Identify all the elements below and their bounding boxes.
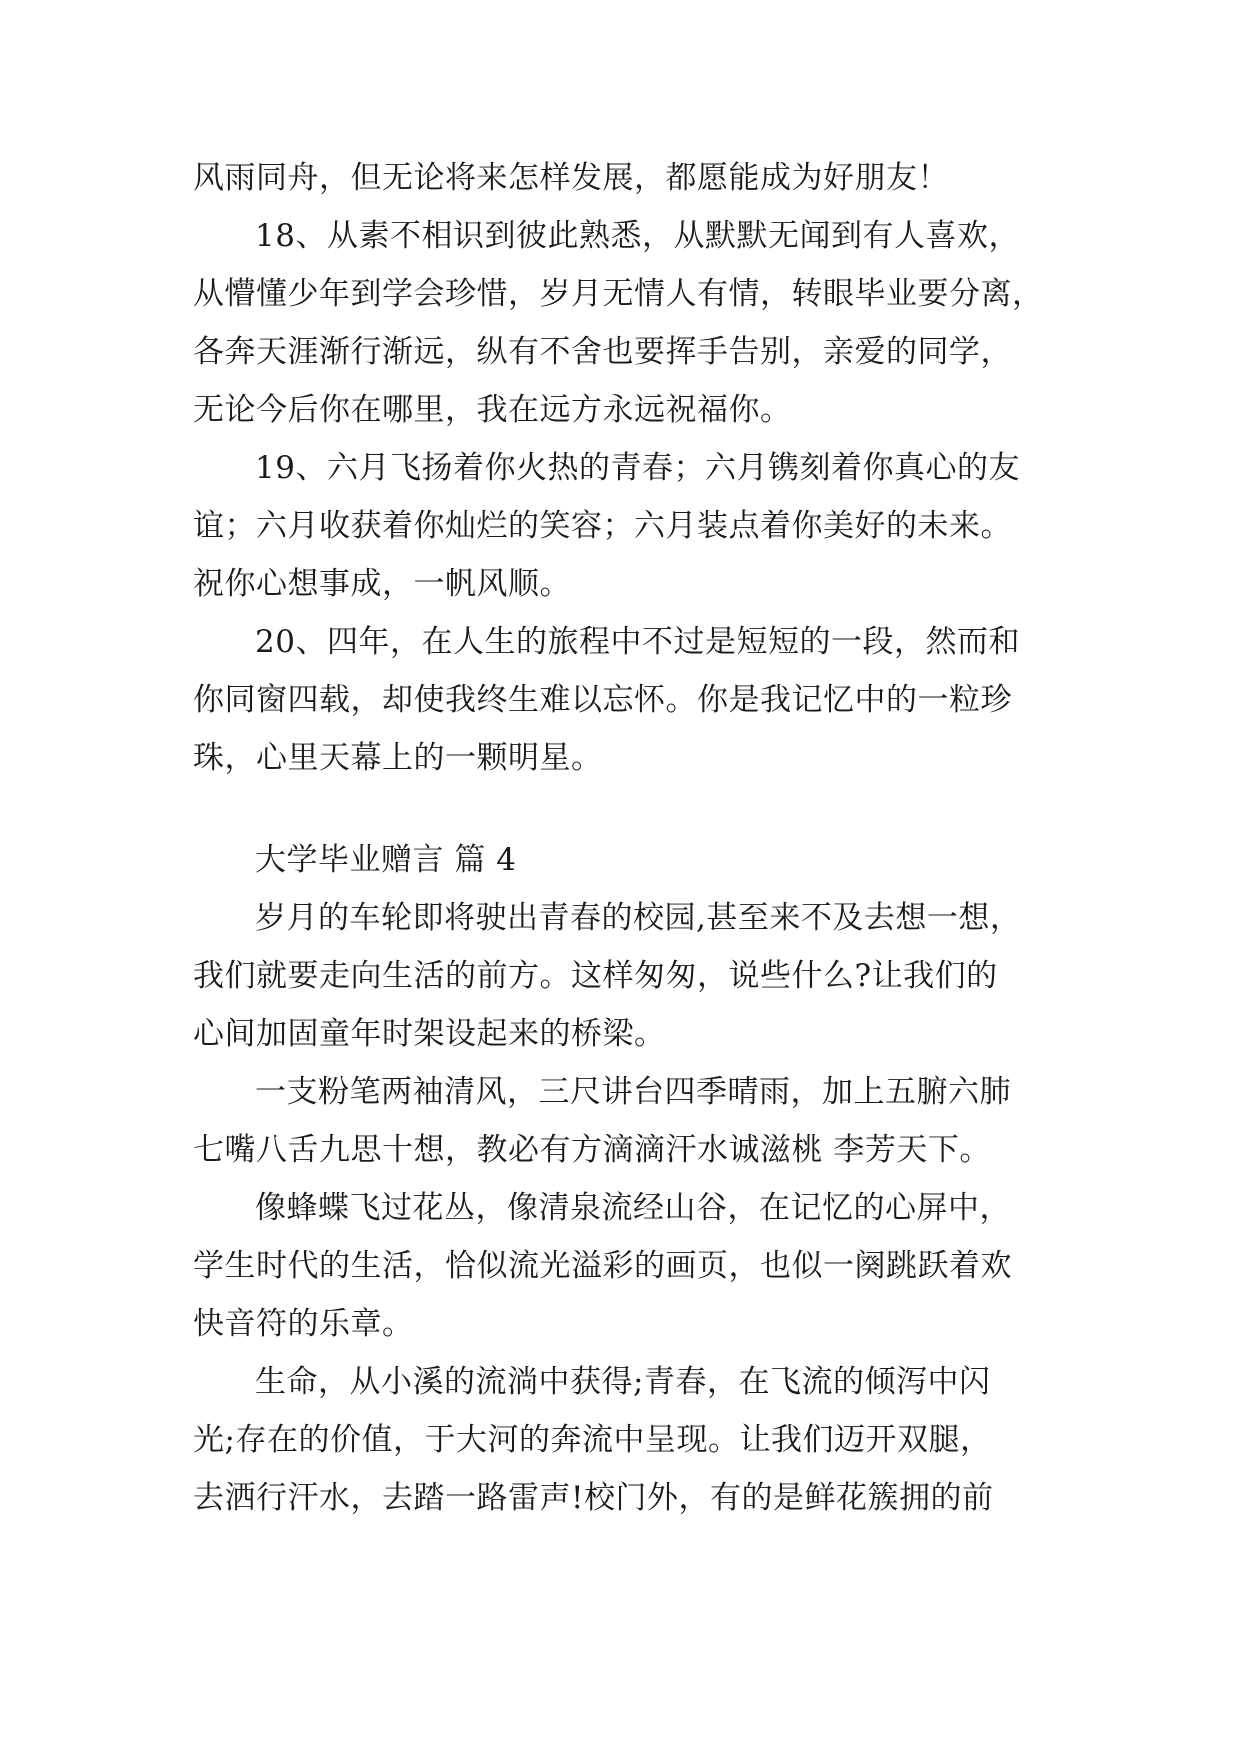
text-line: 一支粉笔两袖清风，三尺讲台四季晴雨，加上五腑六肺: [255, 1074, 1011, 1110]
text-line: 岁月的车轮即将驶出青春的校园,甚至来不及去想一想，: [255, 900, 1022, 936]
text-line: 谊；六月收获着你灿烂的笑容；六月装点着你美好的未来。: [193, 508, 1012, 544]
text-line: 珠，心里天幕上的一颗明星。: [193, 740, 603, 776]
text-line: 光;存在的价值，于大河的奔流中呈现。让我们迈开双腿，: [193, 1422, 992, 1458]
text-line: 学生时代的生活，恰似流光溢彩的画页，也似一阕跳跃着欢: [193, 1248, 1012, 1284]
text-line: 去洒行汗水，去踏一路雷声!校门外，有的是鲜花簇拥的前: [193, 1480, 994, 1516]
text-line: 我们就要走向生活的前方。这样匆匆，说些什么?让我们的: [193, 958, 998, 994]
text-line: 18、从素不相识到彼此熟悉，从默默无闻到有人喜欢，: [255, 218, 1020, 254]
text-line: 20、四年，在人生的旅程中不过是短短的一段，然而和: [255, 624, 1020, 660]
text-line: 各奔天涯渐行渐远，纵有不舍也要挥手告别，亲爱的同学，: [193, 334, 1012, 370]
text-line: 七嘴八舌九思十想，教必有方滴滴汗水诚滋桃 李芳天下。: [193, 1132, 991, 1168]
text-line: 心间加固童年时架设起来的桥梁。: [193, 1016, 666, 1052]
text-line: 无论今后你在哪里，我在远方永远祝福你。: [193, 392, 792, 428]
text-line: 生命，从小溪的流淌中获得;青春，在飞流的倾泻中闪: [255, 1364, 991, 1400]
text-line: 从懵懂少年到学会珍惜，岁月无情人有情，转眼毕业要分离，: [193, 276, 1044, 312]
text-line: 你同窗四载，却使我终生难以忘怀。你是我记忆中的一粒珍: [193, 682, 1012, 718]
text-line: 风雨同舟，但无论将来怎样发展，都愿能成为好朋友！: [193, 160, 949, 196]
text-line: 祝你心想事成，一帆风顺。: [193, 566, 571, 602]
text-line: 快音符的乐章。: [193, 1306, 414, 1342]
section-heading: 大学毕业赠言 篇 4: [255, 842, 517, 878]
text-line: 像蜂蝶飞过花丛，像清泉流经山谷，在记忆的心屏中，: [255, 1190, 1011, 1226]
text-line: 19、六月飞扬着你火热的青春；六月镌刻着你真心的友: [255, 450, 1020, 486]
